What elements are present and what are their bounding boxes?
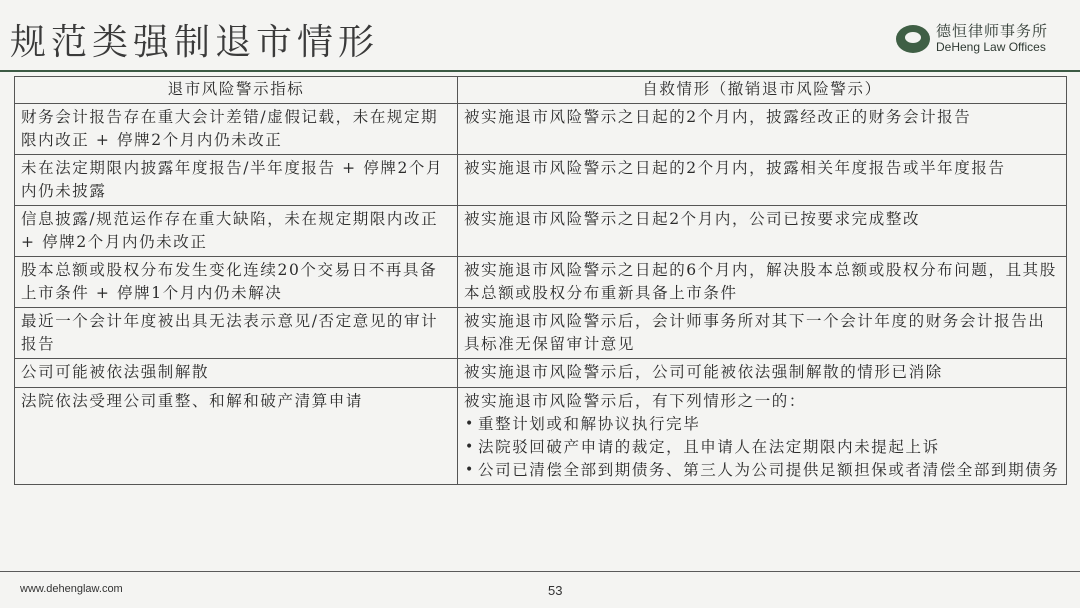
firm-logo bbox=[896, 23, 1048, 54]
table-row bbox=[15, 104, 1067, 155]
table-row bbox=[15, 388, 1067, 485]
footer-website-link[interactable]: www.dehenglaw.com bbox=[20, 583, 123, 595]
indicator-cell: 未在法定期限内披露年度报告/半年度报告 + 停牌2个月内仍未披露 bbox=[15, 155, 458, 206]
remedy-cell: 被实施退市风险警示之日起的2个月内，披露经改正的财务会计报告 bbox=[458, 104, 1067, 155]
table-row bbox=[15, 257, 1067, 308]
remedy-bullet-list bbox=[464, 413, 1060, 482]
remedy-cell bbox=[458, 388, 1067, 485]
column-header-indicator: 退市风险警示指标 bbox=[15, 77, 458, 104]
remedy-cell: 被实施退市风险警示后，公司可能被依法强制解散的情形已消除 bbox=[458, 359, 1067, 388]
remedy-cell: 被实施退市风险警示之日起的2个月内，披露相关年度报告或半年度报告 bbox=[458, 155, 1067, 206]
indicator-cell: 财务会计报告存在重大会计差错/虚假记载，未在规定期限内改正 + 停牌2个月内仍未改正 bbox=[15, 104, 458, 155]
remedy-cell: 被实施退市风险警示之日起的6个月内，解决股本总额或股权分布问题，且其股本总额或股权分布重新具备上市条件 bbox=[458, 257, 1067, 308]
indicator-cell: 信息披露/规范运作存在重大缺陷，未在规定期限内改正 + 停牌2个月内仍未改正 bbox=[15, 206, 458, 257]
table-row bbox=[15, 206, 1067, 257]
table-row bbox=[15, 308, 1067, 359]
law-firm-emblem-icon bbox=[896, 25, 930, 53]
bullet-item: • 重整计划或和解协议执行完毕 bbox=[464, 413, 1060, 436]
table-row bbox=[15, 155, 1067, 206]
page-title: 规范类强制退市情形 bbox=[10, 22, 380, 63]
logo-text bbox=[936, 23, 1048, 54]
bullet-item: • 法院驳回破产申请的裁定，且申请人在法定期限内未提起上诉 bbox=[464, 436, 1060, 459]
indicator-cell: 法院依法受理公司重整、和解和破产清算申请 bbox=[15, 388, 458, 485]
remedy-cell: 被实施退市风险警示后，会计师事务所对其下一个会计年度的财务会计报告出具标准无保留审计意见 bbox=[458, 308, 1067, 359]
logo-name-cn: 德恒律师事务所 bbox=[936, 22, 1049, 40]
column-header-remedy: 自救情形（撤销退市风险警示） bbox=[458, 77, 1067, 104]
indicator-cell: 最近一个会计年度被出具无法表示意见/否定意见的审计报告 bbox=[15, 308, 458, 359]
remedy-cell: 被实施退市风险警示之日起2个月内，公司已按要求完成整改 bbox=[458, 206, 1067, 257]
page-number: 53 bbox=[548, 583, 563, 598]
indicator-cell: 公司可能被依法强制解散 bbox=[15, 359, 458, 388]
indicator-cell: 股本总额或股权分布发生变化连续20个交易日不再具备上市条件 + 停牌1个月内仍未解决 bbox=[15, 257, 458, 308]
header-divider bbox=[0, 70, 1080, 72]
delisting-table bbox=[14, 76, 1067, 485]
remedy-intro: 被实施退市风险警示后，有下列情形之一的： bbox=[464, 392, 807, 410]
table-row bbox=[15, 359, 1067, 388]
bullet-item: • 公司已清偿全部到期债务、第三人为公司提供足额担保或者清偿全部到期债务 bbox=[464, 459, 1060, 482]
table-header-row bbox=[15, 77, 1067, 104]
footer-divider bbox=[0, 571, 1080, 572]
logo-name-en: DeHeng Law Offices bbox=[936, 40, 1046, 54]
